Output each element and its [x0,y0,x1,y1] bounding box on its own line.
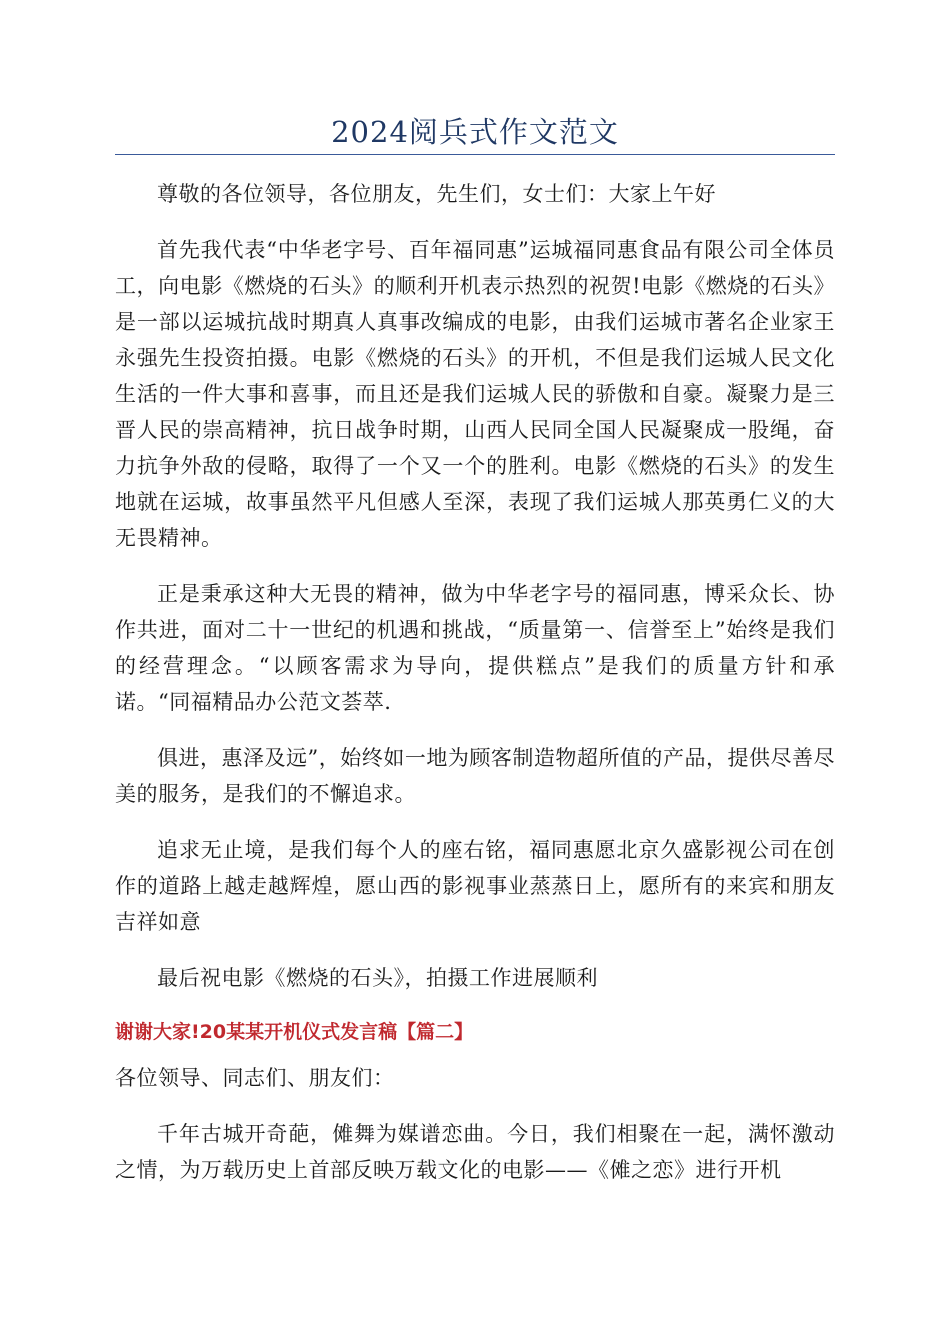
paragraph-4: 追求无止境，是我们每个人的座右铭，福同惠愿北京久盛影视公司在创作的道路上越走越辉煌，愿山西的影视事业蒸蒸日上，愿所有的来宾和朋友吉祥如意 [115,838,835,934]
paragraph-greeting: 尊敬的各位领导，各位朋友，先生们，女士们：大家上午好 [157,182,716,206]
title-underline [115,154,835,155]
section2-paragraph: 千年古城开奇葩，傩舞为媒谱恋曲。今日，我们相聚在一起，满怀激动之情，为万载历史上首部反映万载文化的电影——《傩之恋》进行开机 [115,1122,835,1182]
section2-heading: 谢谢大家!20某某开机仪式发言稿【篇二】 [115,1021,474,1043]
paragraph-2: 正是秉承这种大无畏的精神，做为中华老字号的福同惠，博采众长、协作共进，面对二十一世纪的机遇和挑战，“质量第一、信誉至上”始终是我们的经营理念。“以顾客需求为导向，提供糕点”是我们的质量方针和承诺。“同福精品办公范文荟萃. [115,582,835,714]
paragraph-1: 首先我代表“中华老字号、百年福同惠”运城福同惠食品有限公司全体员工，向电影《燃烧的石头》的顺利开机表示热烈的祝贺!电影《燃烧的石头》是一部以运城抗战时期真人真事改编成的电影，由我们运城市著名企业家王永强先生投资拍摄。电影《燃烧的石头》的开机，不但是我们运城人民文化生活的一件大事和喜事，而且还是我们运城人民的骄傲和自豪。凝聚力是三晋人民的崇高精神，抗日战争时期，山西人民同全国人民凝聚成一股绳，奋力抗争外敌的侵略，取得了一个又一个的胜利。电影《燃烧的石头》的发生地就在运城，故事虽然平凡但感人至深，表现了我们运城人那英勇仁义的大无畏精神。 [115,238,835,550]
section2-salutation: 各位领导、同志们、朋友们： [115,1066,395,1090]
document-body [115,176,835,1208]
paragraph-3: 俱进，惠泽及远”，始终如一地为顾客制造物超所值的产品，提供尽善尽美的服务，是我们的不懈追求。 [115,746,835,806]
document-title: 2024阅兵式作文范文 [331,115,619,149]
paragraph-5: 最后祝电影《燃烧的石头》，拍摄工作进展顺利 [157,966,598,990]
